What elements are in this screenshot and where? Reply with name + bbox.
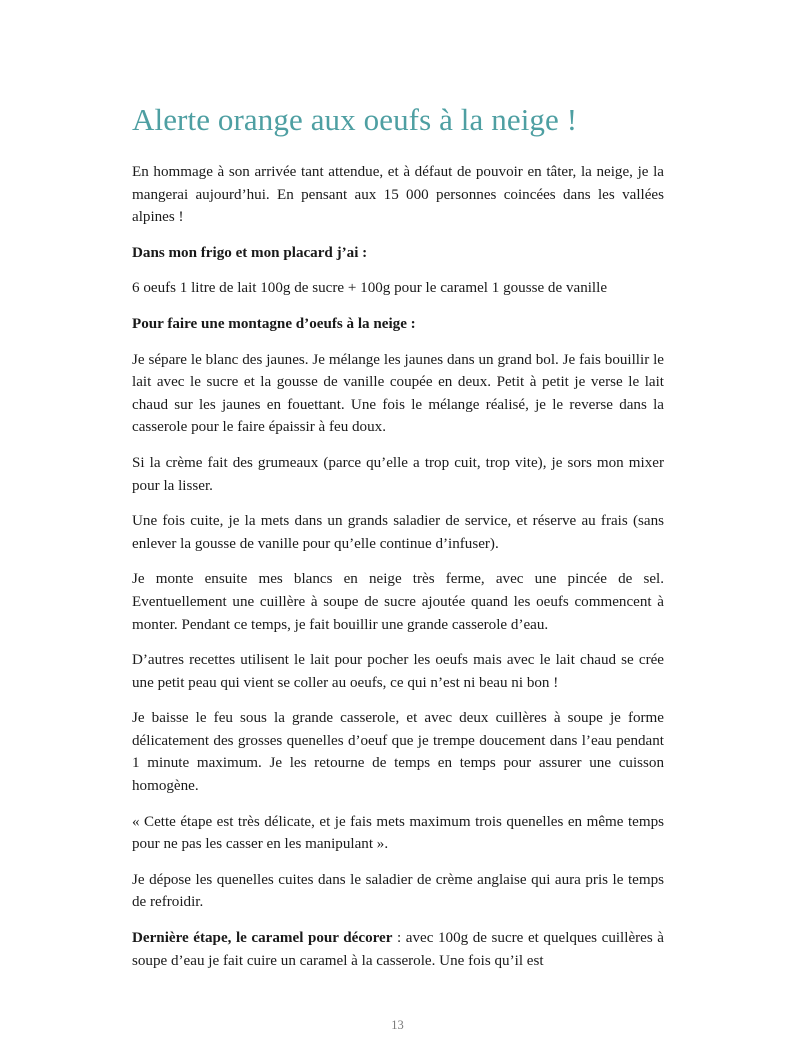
method-heading: Pour faire une montagne d’oeufs à la neige :: [132, 315, 416, 332]
last-step-label: Dernière étape, le caramel pour décorer: [132, 930, 393, 947]
step-paragraph-2: Si la crème fait des grumeaux (parce qu’elle a trop cuit, trop vite), je sors mon mixer pour la lisser.: [132, 454, 664, 494]
step-paragraph-1: Je sépare le blanc des jaunes. Je mélange les jaunes dans un grand bol. Je fais bouillir le lait avec le sucre et la gousse de vanille coupée en deux. Petit à petit je verse le lait chaud sur les jaunes en fouettant. Une fois le mélange réalisé, je le reverse dans la casserole pour le faire épaissir à feu doux.: [132, 351, 664, 436]
step-paragraph-3: Une fois cuite, je la mets dans un grands saladier de service, et réserve au frais (sans enlever la gousse de vanille pour qu’elle continue d’infuser).: [132, 513, 664, 552]
step-paragraph-6: Je baisse le feu sous la grande casserole, et avec deux cuillères à soupe je forme délicatement des grosses quenelles d’oeuf que je trempe doucement dans l’eau pendant 1 minute maximum. Je les retourne de temps en temps pour assurer une cuisson homogène.: [132, 710, 664, 795]
ingredients-paragraph: 6 oeufs 1 litre de lait 100g de sucre + 100g pour le caramel 1 gousse de vanille: [132, 280, 608, 297]
page-title: Alerte orange aux oeufs à la neige !: [132, 102, 578, 137]
step-paragraph-7: « Cette étape est très délicate, et je fais mets maximum trois quenelles en même temps pour ne pas les casser en les manipulant ».: [132, 813, 664, 853]
step-paragraph-5: D’autres recettes utilisent le lait pour pocher les oeufs mais avec le lait chaud se crée une petit peau qui vient se coller au oeufs, ce qui n’est ni beau ni bon !: [132, 652, 664, 691]
page-number: 13: [391, 1018, 404, 1032]
fridge-heading: Dans mon frigo et mon placard j’ai :: [132, 244, 368, 261]
last-step-paragraph: [132, 927, 664, 972]
last-step-text: : avec 100g de sucre et quelques cuillères à soupe d’eau je fait cuire un caramel à la casserole. Une fois qu’il est: [132, 930, 665, 969]
step-paragraph-8: Je dépose les quenelles cuites dans le saladier de crème anglaise qui aura pris le temps de refroidir.: [132, 871, 664, 911]
intro-paragraph: En hommage à son arrivée tant attendue, et à défaut de pouvoir en tâter, la neige, je la mangerai aujourd’hui. En pensant aux 15 000 personnes coincées dans les vallées alpines !: [132, 164, 664, 226]
document-page: [132, 100, 664, 985]
step-paragraph-4: Je monte ensuite mes blancs en neige très ferme, avec une pincée de sel. Eventuellement une cuillère à soupe de sucre ajoutée quand les oeufs commencent à monter. Pendant ce temps, je fait bouillir une grande casserole d’eau.: [132, 571, 664, 633]
